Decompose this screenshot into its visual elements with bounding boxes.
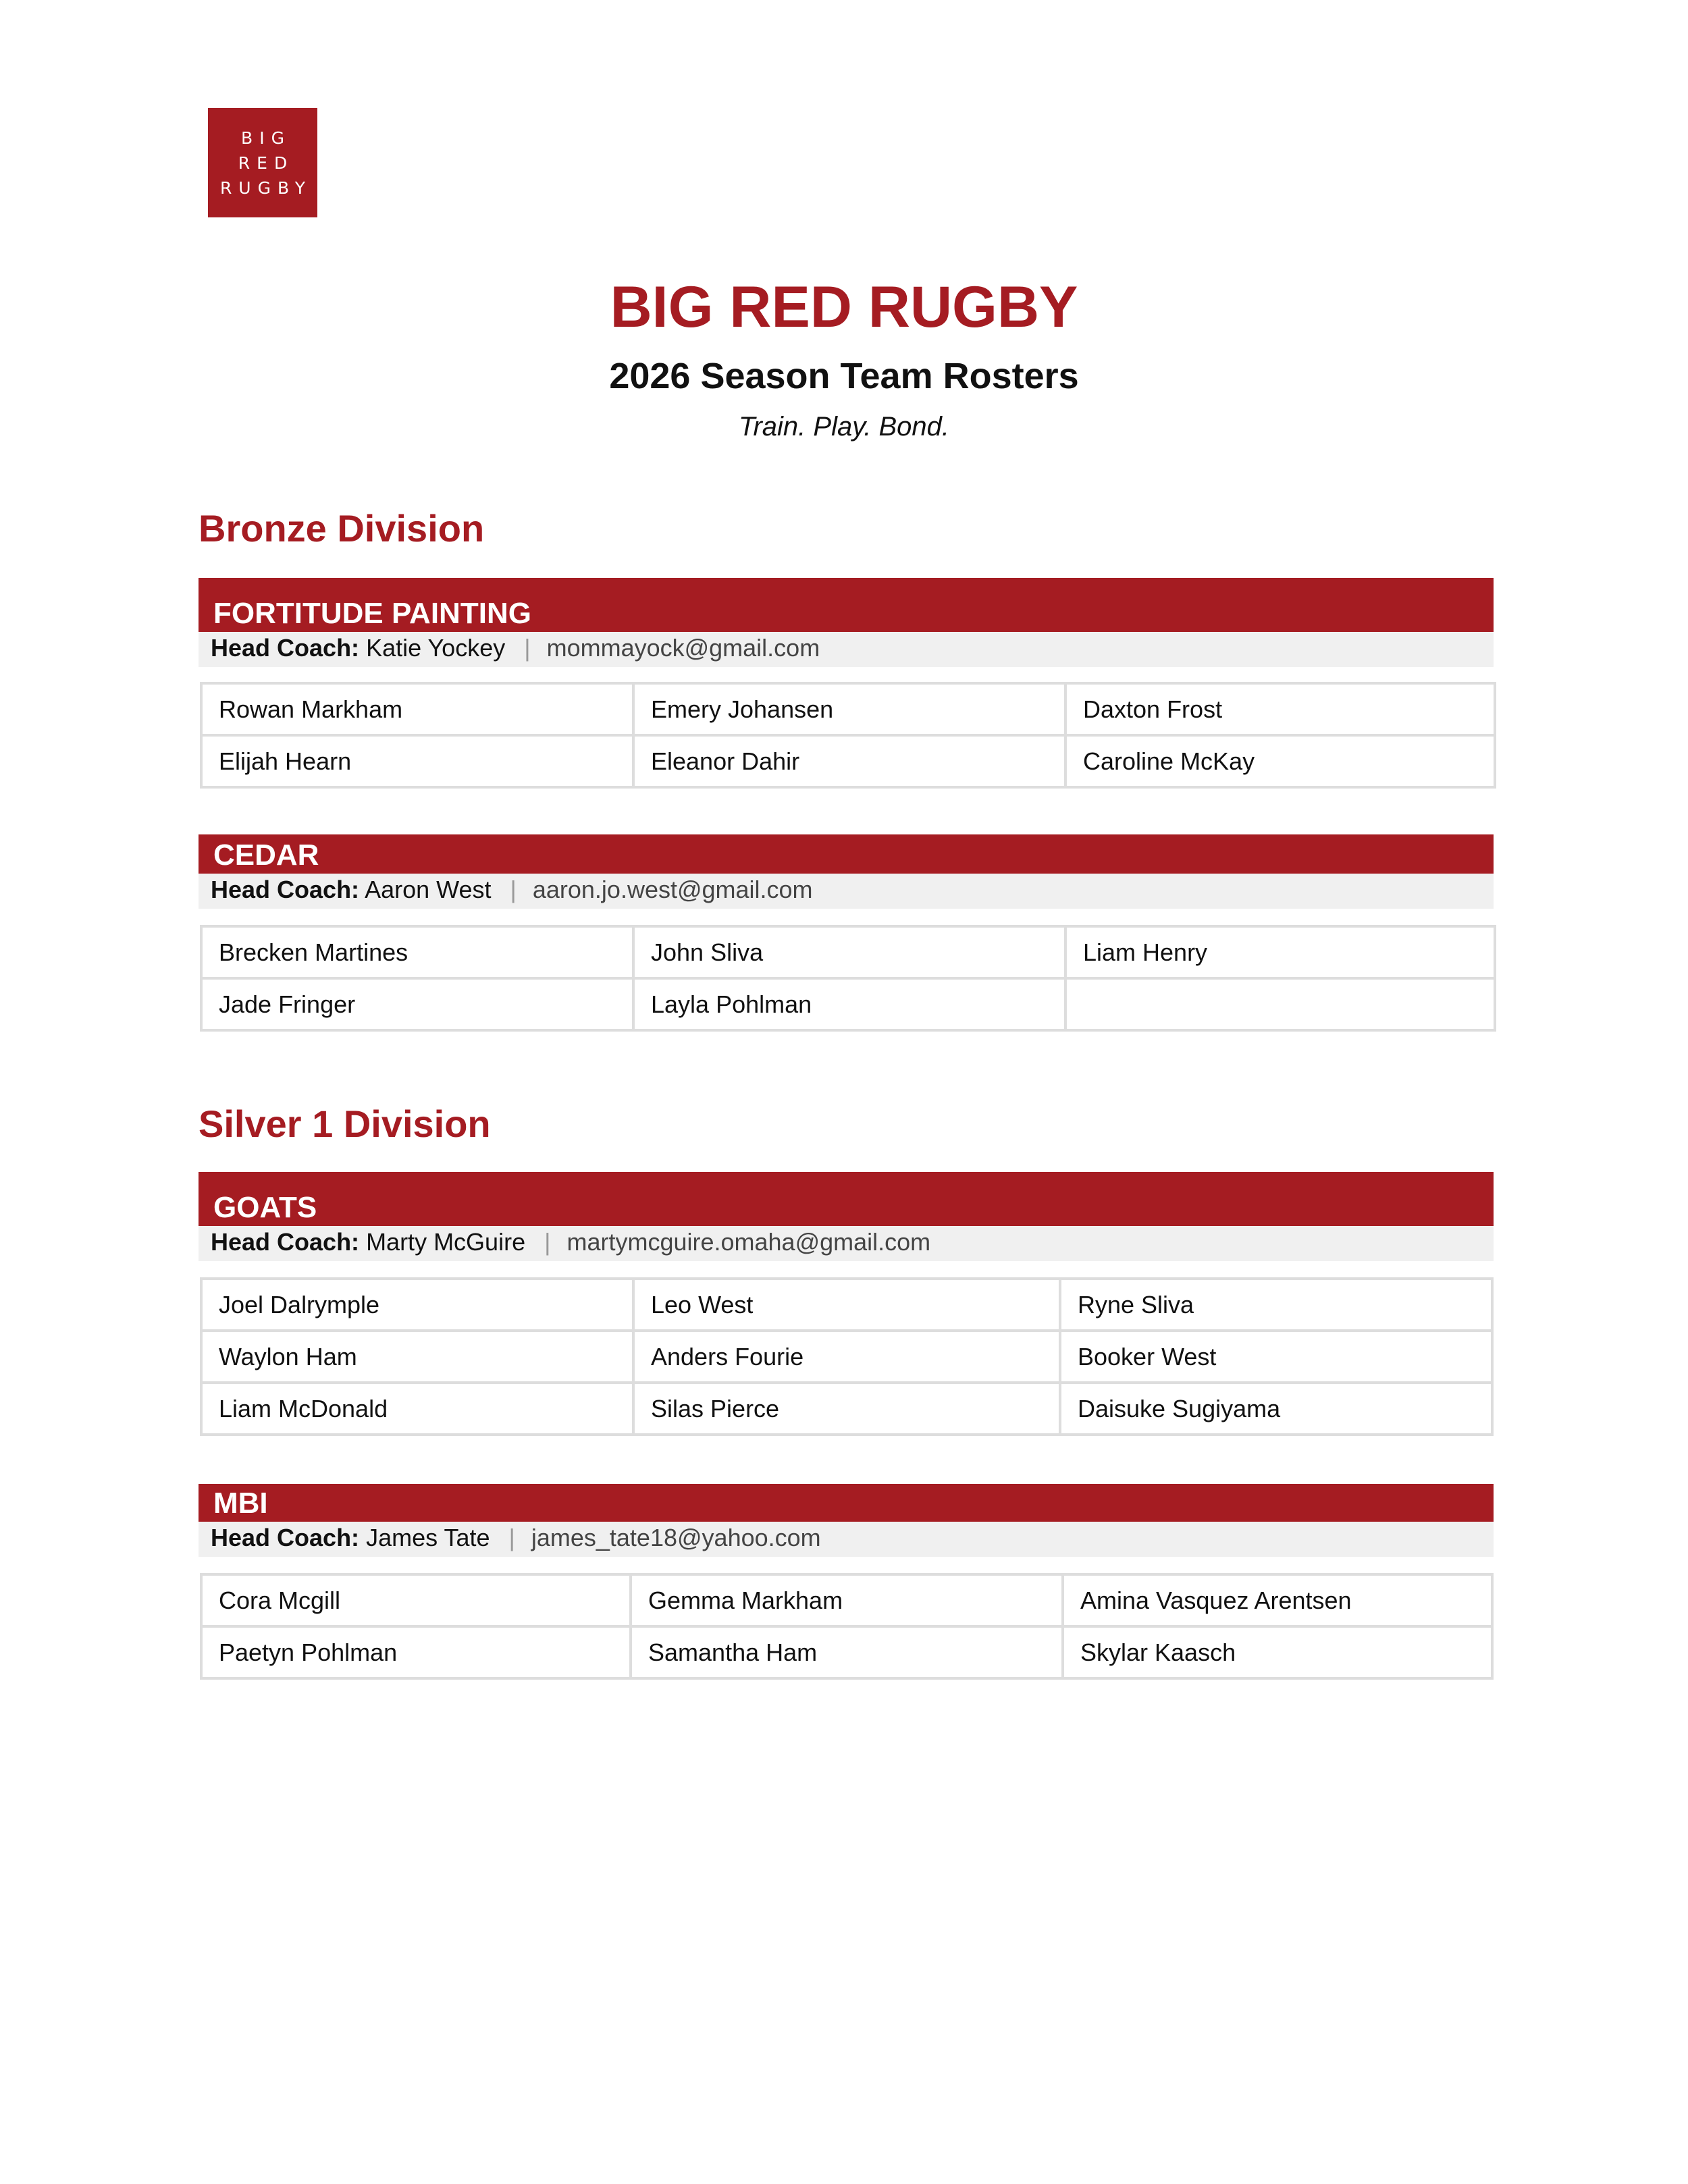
- division-title: Bronze Division: [199, 507, 485, 550]
- logo-line-1: BIG: [241, 128, 291, 148]
- player-cell: Elijah Hearn: [201, 735, 633, 787]
- coach-email[interactable]: martymcguire.omaha@gmail.com: [566, 1228, 931, 1256]
- roster-table: [200, 682, 1496, 789]
- page-subtitle: 2026 Season Team Rosters: [609, 356, 1079, 396]
- division-title: Silver 1 Division: [199, 1102, 491, 1145]
- player-cell: Layla Pohlman: [633, 978, 1065, 1030]
- big-red-rugby-logo: [208, 108, 317, 217]
- player-cell: Daxton Frost: [1065, 683, 1495, 735]
- coach-info: [199, 632, 1494, 667]
- player-cell: Gemma Markham: [631, 1574, 1063, 1626]
- player-cell: Ryne Sliva: [1060, 1279, 1492, 1331]
- player-cell: Waylon Ham: [201, 1331, 633, 1383]
- table-row: [201, 1279, 1492, 1331]
- roster-table: [200, 1277, 1494, 1436]
- player-cell: Booker West: [1060, 1331, 1492, 1383]
- coach-name: Marty McGuire: [366, 1228, 526, 1256]
- player-cell: Anders Fourie: [633, 1331, 1060, 1383]
- coach-name: Aaron West: [365, 876, 492, 903]
- player-cell: Liam McDonald: [201, 1383, 633, 1435]
- table-row: [201, 1331, 1492, 1383]
- coach-name: Katie Yockey: [366, 634, 506, 662]
- coach-email[interactable]: james_tate18@yahoo.com: [531, 1524, 821, 1551]
- roster-table: [200, 1573, 1494, 1680]
- coach-label: Head Coach:: [211, 1228, 360, 1256]
- coach-label: Head Coach:: [211, 876, 360, 903]
- logo-line-2: RED: [238, 153, 294, 173]
- player-cell: Liam Henry: [1065, 926, 1495, 978]
- player-cell: Daisuke Sugiyama: [1060, 1383, 1492, 1435]
- team-name: GOATS: [213, 1191, 317, 1224]
- player-cell: Brecken Martines: [201, 926, 633, 978]
- player-cell: Joel Dalrymple: [201, 1279, 633, 1331]
- roster-table: [200, 925, 1496, 1032]
- team-name: CEDAR: [213, 838, 319, 872]
- coach-label: Head Coach:: [211, 1524, 360, 1551]
- team-header: [199, 1172, 1494, 1226]
- team-header: [199, 578, 1494, 632]
- player-cell: Rowan Markham: [201, 683, 633, 735]
- table-row: [201, 978, 1495, 1030]
- team-name: FORTITUDE PAINTING: [213, 597, 531, 630]
- coach-info: [199, 1226, 1494, 1261]
- player-cell: Skylar Kaasch: [1063, 1626, 1492, 1678]
- coach-info: [199, 874, 1494, 909]
- table-row: [201, 926, 1495, 978]
- player-cell: Samantha Ham: [631, 1626, 1063, 1678]
- separator: |: [544, 1228, 551, 1256]
- team-header: [199, 1484, 1494, 1522]
- table-row: [201, 1383, 1492, 1435]
- coach-email[interactable]: mommayock@gmail.com: [546, 634, 820, 662]
- player-cell: [1065, 978, 1495, 1030]
- coach-email[interactable]: aaron.jo.west@gmail.com: [532, 876, 813, 903]
- separator: |: [508, 1524, 515, 1551]
- player-cell: Jade Fringer: [201, 978, 633, 1030]
- player-cell: Emery Johansen: [633, 683, 1065, 735]
- team-name: MBI: [213, 1487, 268, 1520]
- coach-name: James Tate: [366, 1524, 490, 1551]
- separator: |: [524, 634, 531, 662]
- player-cell: Silas Pierce: [633, 1383, 1060, 1435]
- page-title: BIG RED RUGBY: [610, 275, 1078, 340]
- player-cell: Paetyn Pohlman: [201, 1626, 631, 1678]
- player-cell: Leo West: [633, 1279, 1060, 1331]
- player-cell: Cora Mcgill: [201, 1574, 631, 1626]
- team-header: [199, 834, 1494, 874]
- coach-info: [199, 1522, 1494, 1557]
- player-cell: John Sliva: [633, 926, 1065, 978]
- separator: |: [510, 876, 517, 903]
- table-row: [201, 1626, 1492, 1678]
- tagline: Train. Play. Bond.: [739, 412, 949, 442]
- table-row: [201, 735, 1495, 787]
- coach-label: Head Coach:: [211, 634, 360, 662]
- table-row: [201, 1574, 1492, 1626]
- player-cell: Eleanor Dahir: [633, 735, 1065, 787]
- player-cell: Amina Vasquez Arentsen: [1063, 1574, 1492, 1626]
- player-cell: Caroline McKay: [1065, 735, 1495, 787]
- table-row: [201, 683, 1495, 735]
- logo-line-3: RUGBY: [219, 178, 313, 198]
